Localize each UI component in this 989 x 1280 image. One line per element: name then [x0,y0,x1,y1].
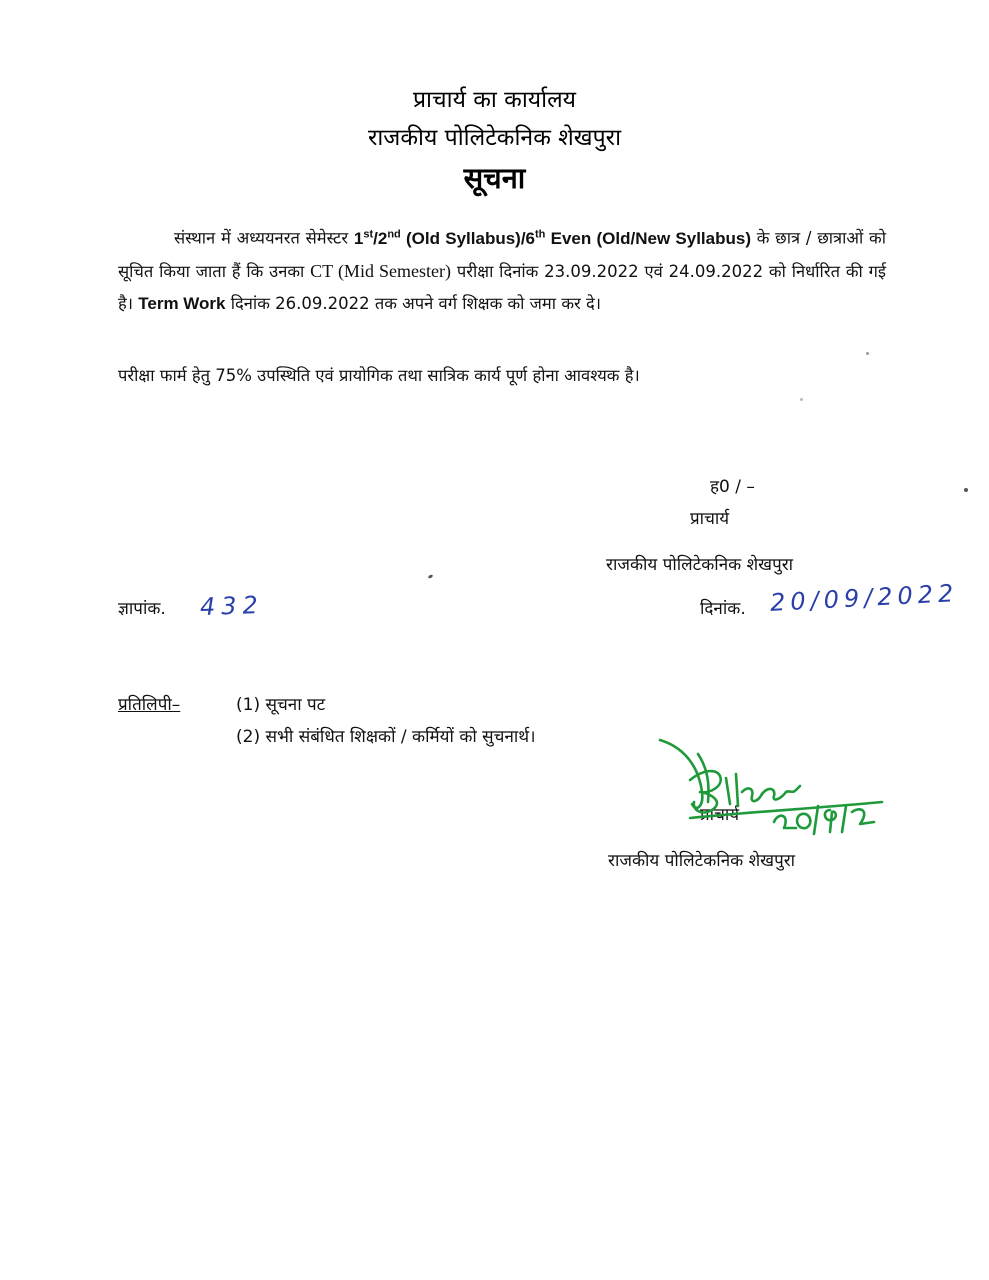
principal-signature [650,732,900,842]
scan-speck [428,574,434,579]
scan-speck [866,352,869,355]
copy-to-label: प्रतिलिपी– [118,695,181,715]
copy-item-teachers: (2) सभी संबंधित शिक्षकों / कर्मियों को सुचनार्थ। [236,727,536,747]
memo-label: ज्ञापांक. [118,599,166,619]
notice-paragraph-2: परीक्षा फार्म हेतु 75% उपस्थिति एवं प्रायोगिक तथा सात्रिक कार्य पूर्ण होना आवश्यक है। [118,366,640,385]
memo-number: 432 [199,590,265,622]
college-name: राजकीय पोलिटेकनिक शेखपुरा [606,555,794,575]
principal-designation: प्राचार्य [690,509,730,529]
signed-mark: ह0 / – [710,477,755,497]
copy-item-notice-board: (1) सूचना पट [236,695,326,715]
date-value: 20/09/2022 [769,579,959,617]
scan-speck [964,488,968,492]
notice-title: सूचना [463,161,526,195]
notice-paragraph-1: संस्थान में अध्ययनरत सेमेस्टर 1st/2nd (Old Syllabus)/6th Even (Old/New Syllabus) के छात्र / छात्राओं को सूचित किया जाता हैं कि उनका CT (Mid Semester) परीक्षा दिनांक 23.09.2022 एवं 24.09.2022 को निर्धारित की गई है। Term Work दिनांक 26.09.2022 तक अपने वर्ग शिक्षक को जमा कर दे। [118,228,886,313]
institute-heading: राजकीय पोलिटेकनिक शेखपुरा [367,125,622,151]
date-label: दिनांक. [700,599,746,619]
final-principal-designation: प्राचार्य [700,805,740,825]
scan-speck [800,398,803,401]
final-college-name: राजकीय पोलिटेकनिक शेखपुरा [608,851,796,871]
office-heading: प्राचार्य का कार्यालय [412,87,577,113]
